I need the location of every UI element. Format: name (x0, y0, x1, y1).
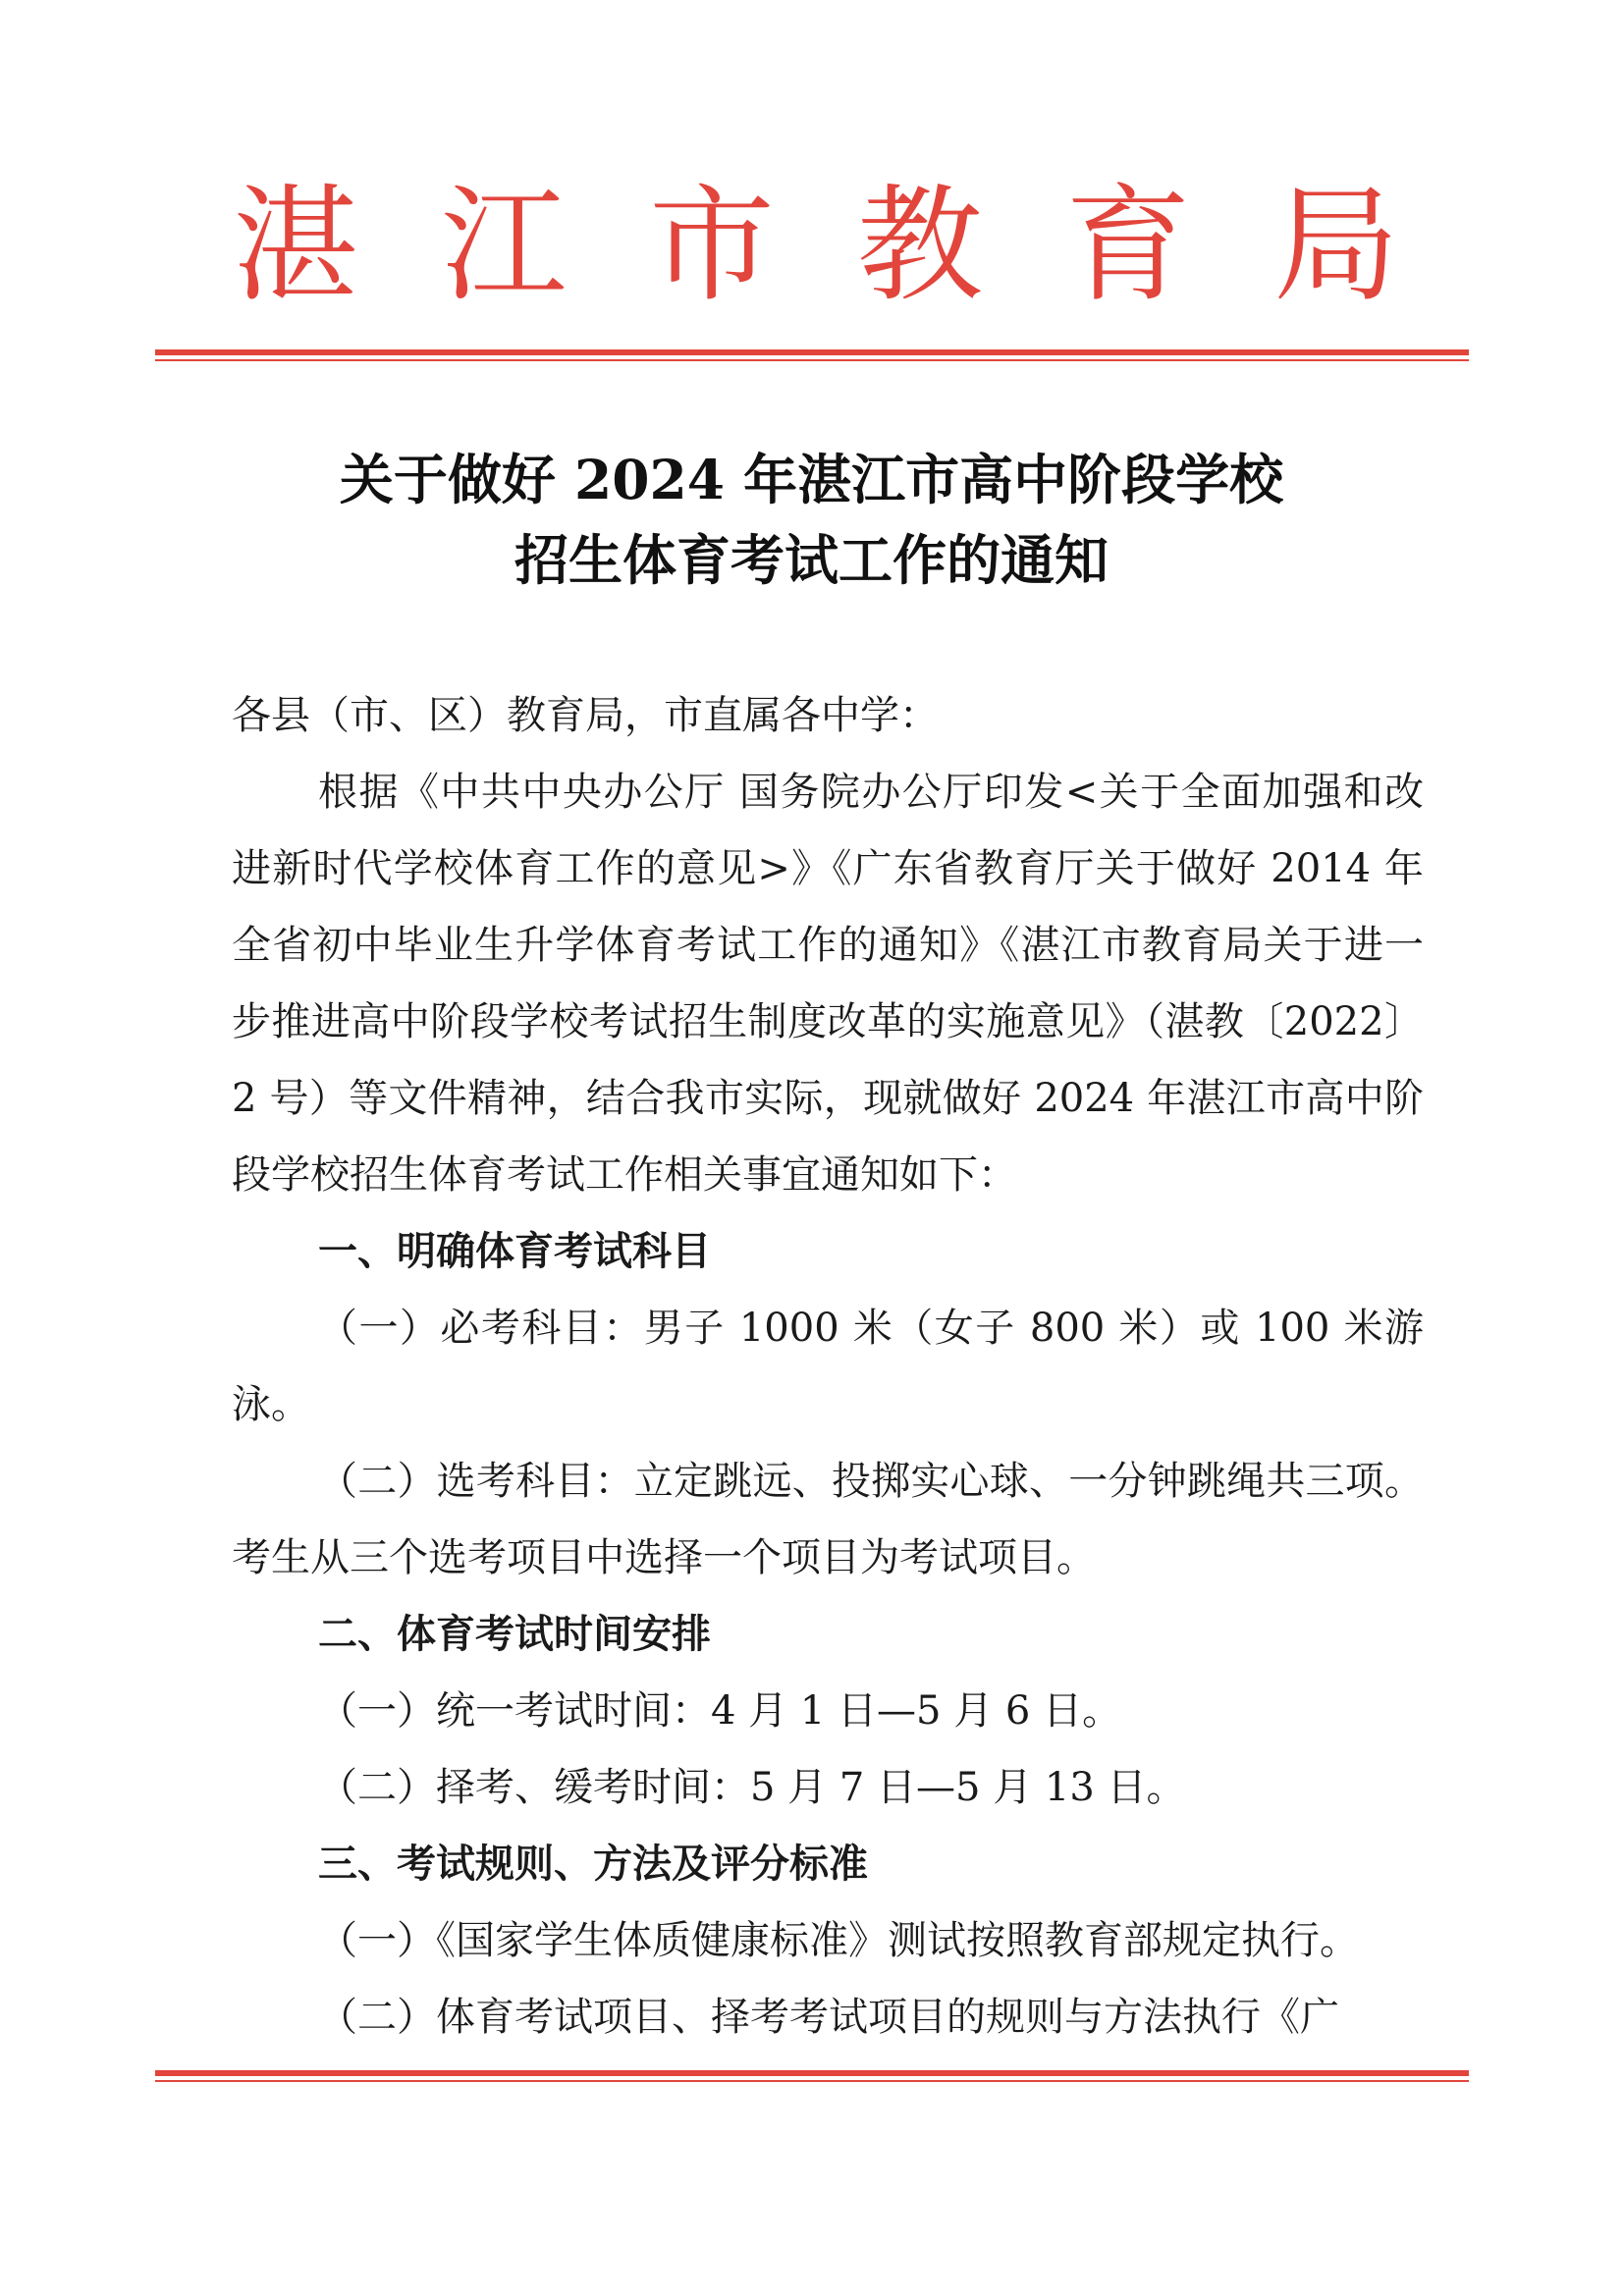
section-2-heading: 二、体育考试时间安排 (318, 1612, 711, 1657)
title-line-1: 关于做好 2024 年湛江市高中阶段学校 (339, 448, 1284, 511)
letterhead-char: 市 (648, 173, 775, 319)
intro-paragraph: 根据《中共中央办公厅 国务院办公厅印发<关于全面加强和改进新时代学校体育工作的意见>》《广东省教育厅关于做好 2014 年全省初中毕业生升学体育考试工作的通知》《湛江市教育局关于进一步推进高中阶段学校考试招生制度改革的实施意见》（湛教〔2022〕2 号）等文件精神，结合我市实际，现就做好 2024 年湛江市高中阶段学校招生体育考试工作相关事宜通知如下： (232, 770, 1424, 1198)
document-title (0, 440, 1623, 601)
document-body (232, 677, 1424, 2056)
letterhead-char: 育 (1064, 173, 1191, 319)
salutation: 各县（市、区）教育局，市直属各中学： (232, 693, 939, 738)
title-line-2: 招生体育考试工作的通知 (514, 528, 1109, 592)
letterhead-char: 教 (856, 173, 983, 319)
divider-thin-line (155, 2080, 1469, 2082)
section-1-item-1: （一）必考科目：男子 1000 米（女子 800 米）或 100 米游泳。 (232, 1306, 1424, 1427)
section-2-item-1: （一）统一考试时间：4 月 1 日—5 月 6 日。 (318, 1688, 1122, 1734)
section-1-heading: 一、明确体育考试科目 (318, 1229, 711, 1274)
section-1-item-2: （二）选考科目：立定跳远、投掷实心球、一分钟跳绳共三项。考生从三个选考项目中选择一个项目为考试项目。 (232, 1459, 1424, 1580)
letterhead-char: 湛 (232, 173, 358, 319)
letterhead-char: 局 (1272, 173, 1399, 319)
divider-thick-line (155, 2070, 1469, 2076)
footer-red-divider (155, 2070, 1469, 2082)
section-3-heading: 三、考试规则、方法及评分标准 (318, 1842, 868, 1887)
letterhead-red-divider (155, 349, 1469, 361)
section-3-item-2: （二）体育考试项目、择考考试项目的规则与方法执行《广 (318, 1995, 1339, 2040)
divider-thick-line (155, 349, 1469, 355)
divider-thin-line (155, 359, 1469, 361)
letterhead-issuer (232, 173, 1400, 320)
letterhead-char: 江 (440, 173, 567, 319)
section-3-item-1: （一）《国家学生体质健康标准》测试按照教育部规定执行。 (318, 1918, 1359, 1963)
section-2-item-2: （二）择考、缓考时间：5 月 7 日—5 月 13 日。 (318, 1765, 1186, 1810)
